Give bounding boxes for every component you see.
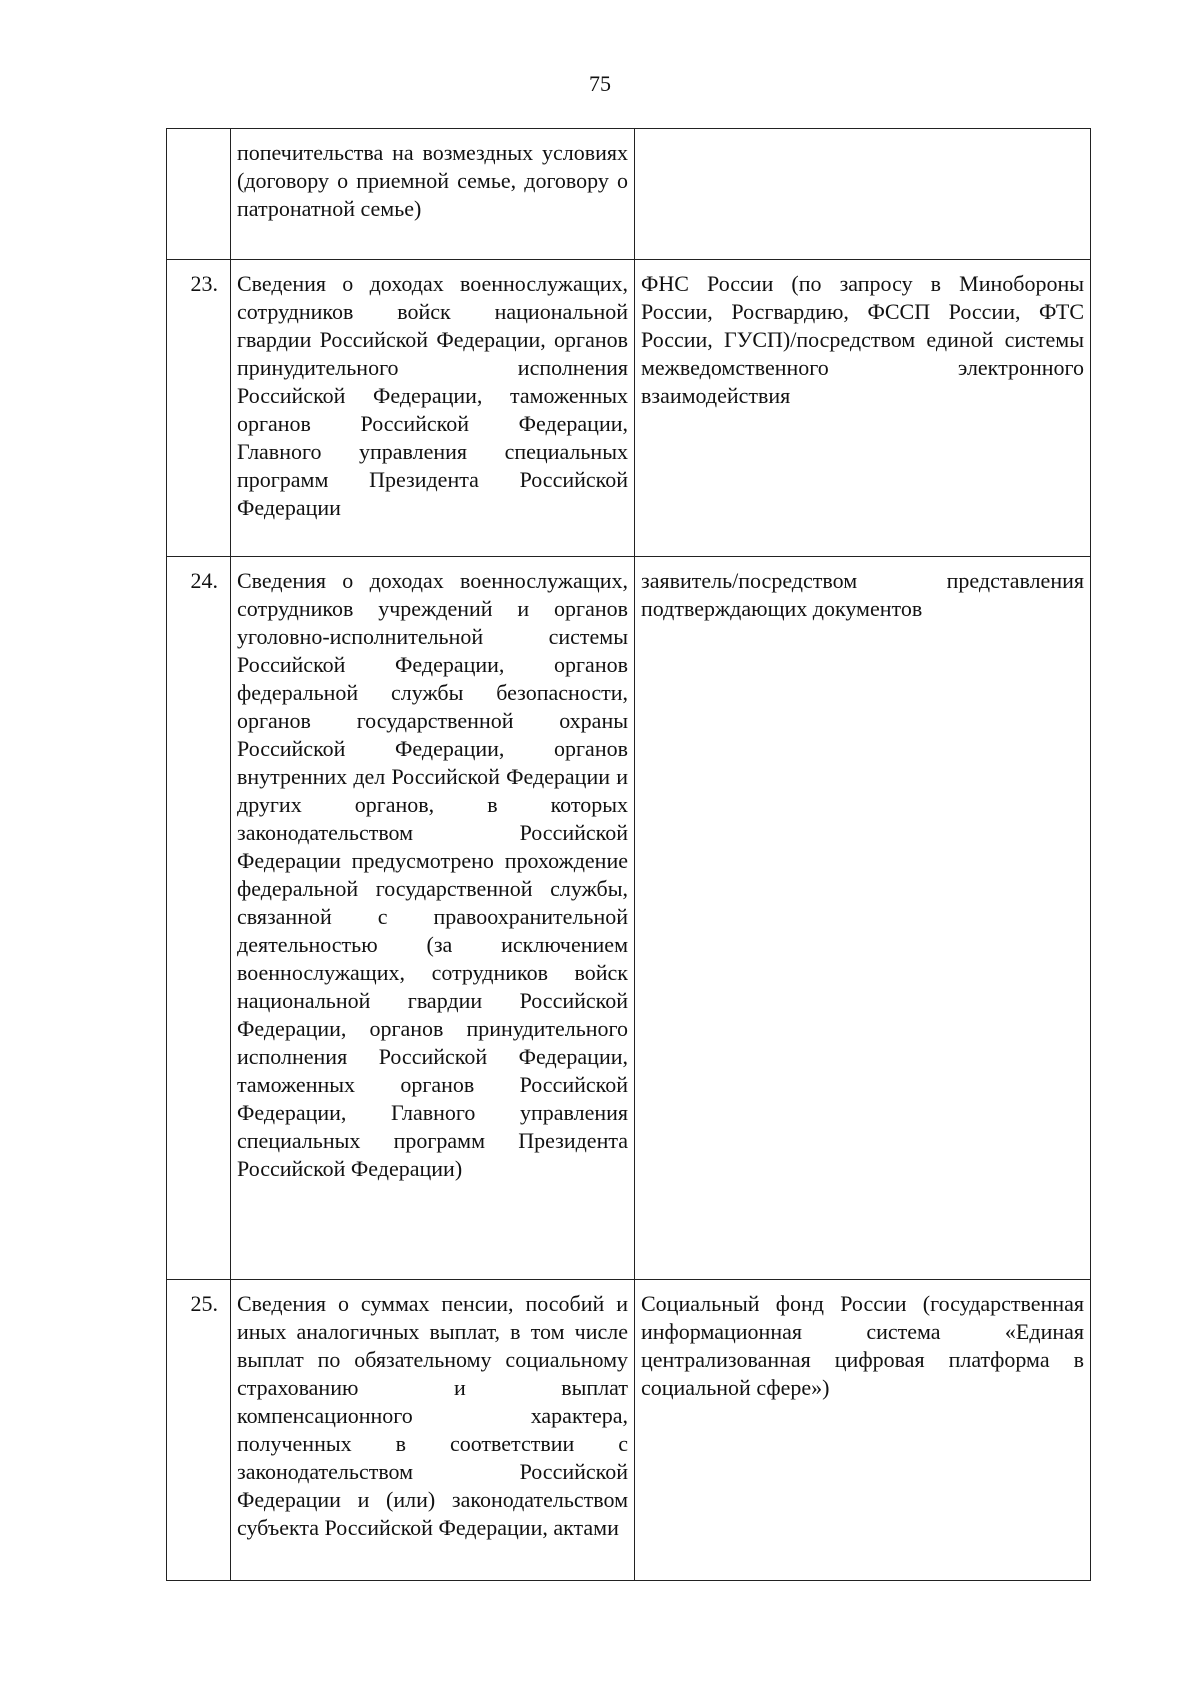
row-source: ФНС России (по запросу в Минобороны России, Росгвардию, ФССП России, ФТС России, ГУСП)/посредством единой системы межведомственного электронного взаимодействия (635, 260, 1091, 557)
row-number: 25. (167, 1280, 231, 1581)
document-table (166, 128, 1091, 1581)
row-description: Сведения о суммах пенсии, пособий и иных аналогичных выплат, в том числе выплат по обязательному социальному страхованию и выплат компенсационного характера, полученных в соответствии с законодательством Российской Федерации и (или) законодательством субъекта Российской Федерации, актами (231, 1280, 635, 1581)
table-row (167, 557, 1091, 1280)
table-row (167, 1280, 1091, 1581)
row-description: попечительства на возмездных условиях (договору о приемной семье, договору о патронатной семье) (231, 129, 635, 260)
row-number (167, 129, 231, 260)
table-row (167, 129, 1091, 260)
row-number: 24. (167, 557, 231, 1280)
row-source: заявитель/посредством представления подтверждающих документов (635, 557, 1091, 1280)
row-source: Социальный фонд России (государственная информационная система «Единая централизованная цифровая платформа в социальной сфере») (635, 1280, 1091, 1581)
row-description: Сведения о доходах военнослужащих, сотрудников войск национальной гвардии Российской Федерации, органов принудительного исполнения Российской Федерации, таможенных органов Российской Федерации, Главного управления специальных программ Президента Российской Федерации (231, 260, 635, 557)
row-description: Сведения о доходах военнослужащих, сотрудников учреждений и органов уголовно-исполнительной системы Российской Федерации, органов федеральной службы безопасности, органов государственной охраны Российской Федерации, органов внутренних дел Российской Федерации и других органов, в которых законодательством Российской Федерации предусмотрено прохождение федеральной государственной службы, связанной с правоохранительной деятельностью (за исключением военнослужащих, сотрудников войск национальной гвардии Российской Федерации, органов принудительного исполнения Российской Федерации, таможенных органов Российской Федерации, Главного управления специальных программ Президента Российской Федерации) (231, 557, 635, 1280)
row-source (635, 129, 1091, 260)
page-number: 75 (589, 71, 611, 96)
row-number: 23. (167, 260, 231, 557)
table-row (167, 260, 1091, 557)
